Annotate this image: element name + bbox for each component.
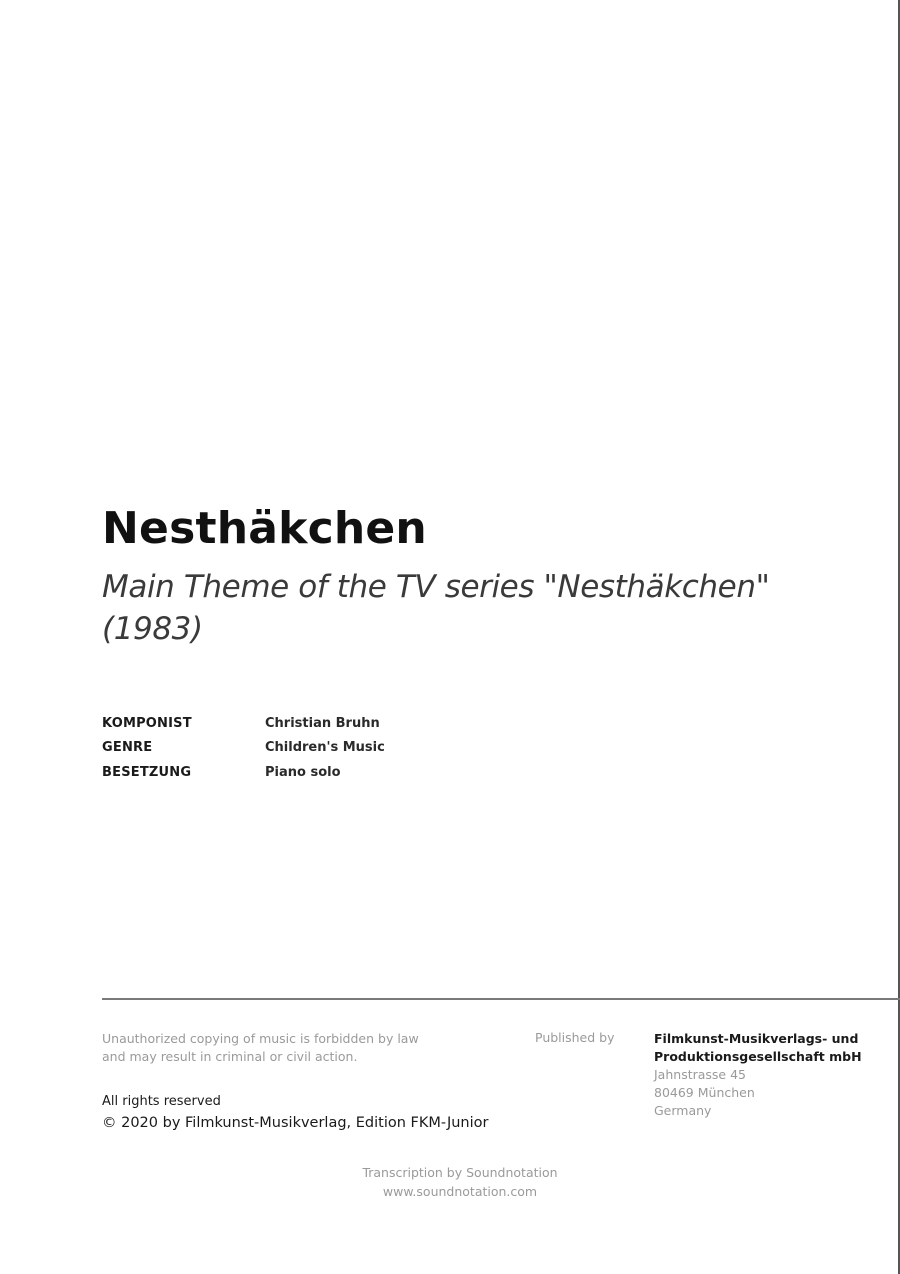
metadata-table [102,711,385,785]
metadata-key: BESETZUNG [102,764,192,780]
transcription-website: www.soundnotation.com [382,1184,538,1199]
publisher-country: Germany [654,1103,712,1118]
copy-disclaimer [102,1030,419,1066]
page-subtitle: Main Theme of the TV series "Nesthäkchen" (1983) [102,569,770,647]
metadata-value: Christian Bruhn [265,715,380,731]
metadata-row-composer [102,711,385,736]
disclaimer-line: and may result in criminal or civil action. [102,1049,358,1064]
metadata-value: Piano solo [265,764,341,780]
publisher-name: Produktionsgesellschaft mbH [654,1049,862,1064]
footer-divider [102,998,900,1000]
publisher-block [654,1030,862,1120]
metadata-row-instrumentation [102,760,385,785]
publisher-city: 80469 München [654,1085,755,1100]
metadata-row-genre [102,736,385,761]
metadata-key: GENRE [102,740,153,756]
rights-reserved: All rights reserved [102,1094,221,1109]
metadata-key: KOMPONIST [102,715,192,731]
transcription-line: Transcription by Soundnotation [362,1165,558,1180]
published-by-label: Published by [535,1030,615,1045]
transcription-credit [0,1163,900,1201]
disclaimer-line: Unauthorized copying of music is forbidden by law [102,1031,419,1046]
publisher-street: Jahnstrasse 45 [654,1067,746,1082]
page-title: Nesthäkchen [102,503,427,554]
publisher-name: Filmkunst-Musikverlags- und [654,1031,859,1046]
metadata-value: Children's Music [265,740,385,756]
copyright-notice: © 2020 by Filmkunst-Musikverlag, Edition FKM-Junior [102,1115,489,1131]
